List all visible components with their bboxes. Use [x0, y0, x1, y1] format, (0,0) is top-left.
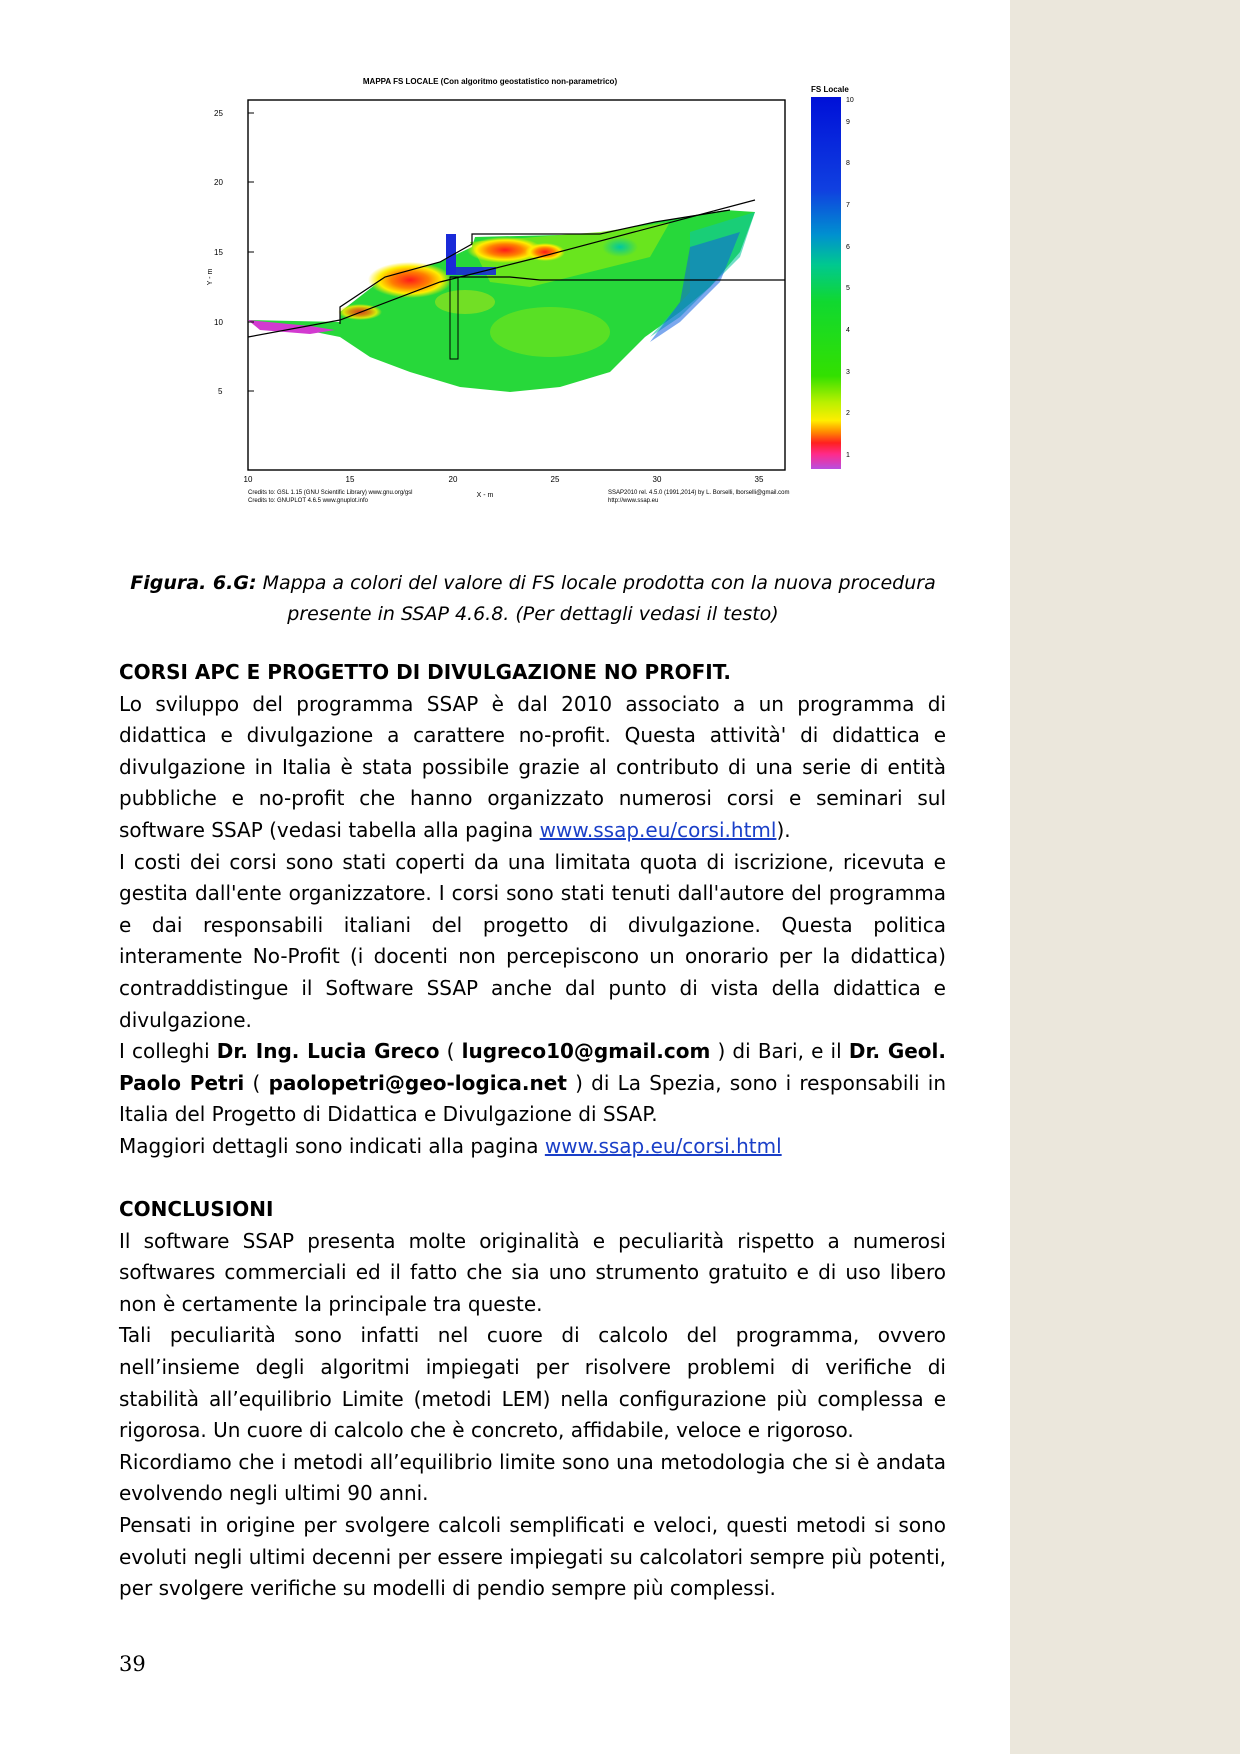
y-tick: 5 [218, 387, 223, 396]
body-text [119, 657, 946, 1605]
paragraph-text: ( [244, 1070, 269, 1095]
paragraph: Ricordiamo che i metodi all’equilibrio limite sono una metodologia che si è andata evolvendo negli ultimi 90 anni. [119, 1449, 946, 1506]
credits [248, 490, 790, 504]
paragraph-text: ) di La Spezia, sono i responsabili in Italia del Progetto di Didattica e Divulgazione di SSAP. [119, 1070, 946, 1127]
x-tick: 10 [243, 475, 253, 484]
section-heading-corsi: CORSI APC E PROGETTO DI DIVULGAZIONE NO PROFIT. [119, 660, 731, 684]
x-tick: 20 [448, 475, 458, 484]
y-tick: 20 [214, 178, 223, 187]
colorbar [811, 97, 841, 469]
credits-right-1: SSAP2010 rel. 4.5.0 (1991,2014) by L. Borselli, lborselli@gmail.com [608, 490, 790, 496]
colorbar-tick: 10 [846, 97, 854, 104]
corsi-link[interactable]: www.ssap.eu/corsi.html [539, 817, 777, 842]
x-tick-labels [244, 475, 764, 484]
colorbar-tick: 8 [846, 160, 850, 167]
colorbar-tick: 2 [846, 410, 850, 417]
colorbar-tick: 5 [846, 285, 850, 292]
colorbar-ticks [846, 97, 854, 459]
person-name: Dr. Geol. Paolo Petri [119, 1039, 946, 1095]
paragraph [119, 1131, 946, 1163]
x-tick: 15 [345, 475, 355, 484]
plot-title: MAPPA FS LOCALE (Con algoritmo geostatistico non-parametrico) [362, 77, 618, 86]
x-tick: 30 [652, 475, 662, 484]
y-tick: 10 [214, 318, 223, 327]
y-tick: 15 [214, 248, 223, 257]
colorbar-tick: 1 [846, 452, 850, 459]
colorbar-tick: 7 [846, 202, 850, 209]
y-axis-label: Y - m [207, 268, 214, 286]
credits-right-2: http://www.ssap.eu [608, 498, 659, 504]
colorbar-tick: 6 [846, 244, 850, 251]
page-side-band [1010, 0, 1240, 1754]
fs-map-figure [207, 72, 930, 562]
credits-left-2: Credits to: GNUPLOT 4.6.5 www.gnuplot.info [248, 498, 368, 504]
colorbar-tick: 9 [846, 119, 850, 126]
paragraph [119, 689, 946, 847]
colorbar-tick: 4 [846, 327, 850, 334]
paragraph-text: Lo sviluppo del programma SSAP è dal 2010 associato a un programma di didattica e divulgazione a carattere no-profit. Questa attività' di didattica e divulgazione in Italia è stata possibile grazie al contributo di una serie di entità pubbliche e no-profit che hanno organizzato numerosi corsi e seminari sul software SSAP (vedasi tabella alla pagina [119, 691, 946, 842]
email-text: paolopetri@geo-logica.net [268, 1070, 567, 1095]
paragraph: Tali peculiarità sono infatti nel cuore di calcolo del programma, ovvero nell’insieme degli algoritmi impiegati per risolvere problemi di verifiche di stabilità all’equilibrio Limite (metodi LEM) nella configurazione più complessa e rigorosa. Un cuore di calcolo che è concreto, affidabile, veloce e rigoroso. [119, 1323, 946, 1443]
paragraph: I costi dei corsi sono stati coperti da una limitata quota di iscrizione, ricevuta e gestita dall'ente organizzatore. I corsi sono stati tenuti dall'autore del programma e dai responsabili italiani del progetto di divulgazione. Questa politica interamente No-Profit (i docenti non percepiscono un onorario per la didattica) contraddistingue il Software SSAP anche dal punto di vista della didattica e divulgazione. [119, 849, 946, 1032]
paragraph-text: I colleghi [119, 1039, 217, 1064]
page-number: 39 [119, 1652, 146, 1676]
paragraph [119, 1036, 946, 1131]
paragraph-text: ) di Bari, e il [710, 1039, 849, 1064]
section-heading-conclusioni: CONCLUSIONI [119, 1197, 274, 1222]
paragraph-text: ( [439, 1039, 462, 1064]
paragraph-text: Maggiori dettagli sono indicati alla pagina [119, 1133, 545, 1158]
person-name: Dr. Ing. Lucia Greco [216, 1039, 440, 1064]
corsi-link[interactable]: www.ssap.eu/corsi.html [544, 1133, 782, 1158]
colorbar-tick: 3 [846, 369, 850, 376]
y-tick: 25 [214, 109, 223, 118]
paragraph-text: ). [776, 817, 791, 842]
x-tick: 25 [550, 475, 560, 484]
credits-left-1: Credits to: GSL 1.15 (GNU Scientific Library) www.gnu.org/gsl [248, 490, 413, 496]
paragraph: Pensati in origine per svolgere calcoli semplificati e veloci, questi metodi si sono evoluti negli ultimi decenni per essere impiegati su calcolatori sempre più potenti, per svolgere verifiche su modelli di pendio sempre più complessi. [119, 1513, 946, 1601]
email-text: lugreco10@gmail.com [461, 1039, 711, 1064]
x-axis-label: X - m [476, 492, 494, 499]
colorbar-title: FS Locale [811, 85, 849, 94]
fs-map-plot [207, 72, 930, 562]
paragraph: Il software SSAP presenta molte originalità e peculiarità rispetto a numerosi softwares commerciali ed il fatto che sia uno strumento gratuito e di uso libero non è certamente la principale tra queste. [119, 1228, 946, 1316]
caption-text: Mappa a colori del valore di FS locale prodotta con la nuova procedura presente in SSAP 4.6.8. (Per dettagli vedasi il testo) [256, 572, 936, 625]
figure-caption [118, 568, 948, 630]
x-tick: 35 [754, 475, 764, 484]
caption-label: Figura. 6.G: [130, 572, 257, 594]
